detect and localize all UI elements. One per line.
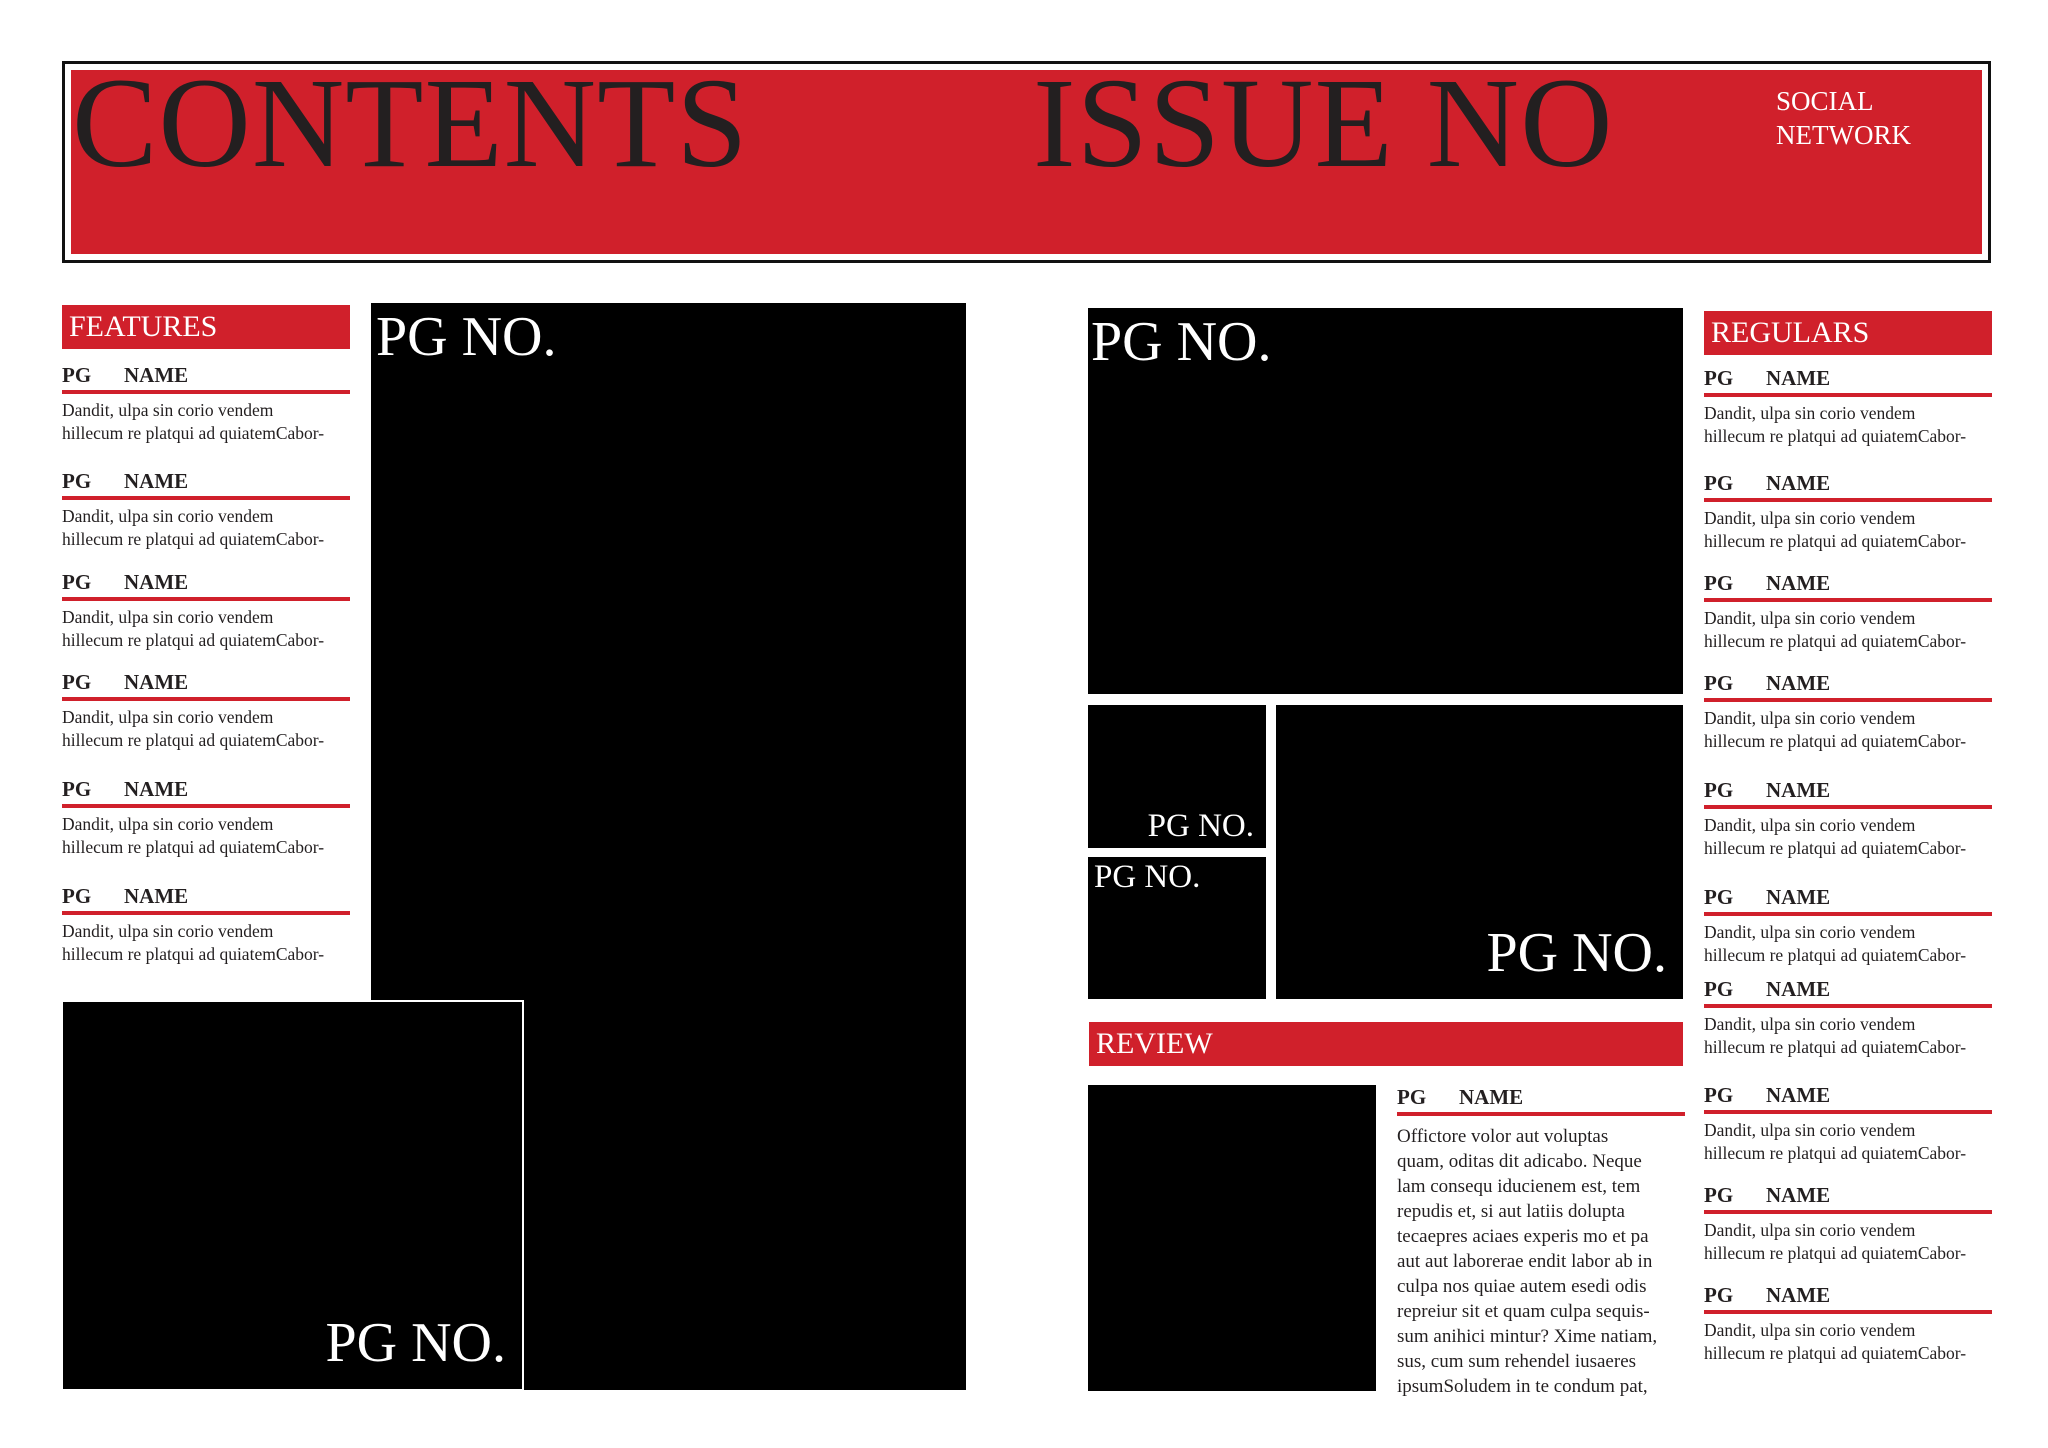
entry-description: Dandit, ulpa sin corio vendem hillecum re platqui ad quiatemCabor- bbox=[62, 814, 325, 857]
entry-name: NAME bbox=[1766, 366, 1831, 390]
entry-page: PG bbox=[62, 670, 92, 694]
entry-description: Dandit, ulpa sin corio vendem hillecum re platqui ad quiatemCabor- bbox=[62, 921, 325, 964]
review-body-text: Offictore volor aut voluptas quam, oditas dit adicabo. Neque lam consequ iducienem est, tem repudis et, si aut latiis dolupta tecaepres aciaes experis mo et pa aut aut laborerae endit labor ab in culpa nos quiae autem esedi odis repreiur sit et quam culpa sequis- sum anihici mintur? Xime natiam, sus, cum sum rehendel iusaeres ipsumSoludem in te condum pat, bbox=[1397, 1126, 1658, 1397]
right-top-page-label: PG NO. bbox=[1091, 311, 1272, 373]
entry-description: Dandit, ulpa sin corio vendem hillecum re platqui ad quiatemCabor- bbox=[1704, 708, 1967, 751]
entry-name: NAME bbox=[1766, 977, 1831, 1001]
entry-description: Dandit, ulpa sin corio vendem hillecum re platqui ad quiatemCabor- bbox=[1704, 403, 1967, 446]
entry-page: PG bbox=[1704, 571, 1734, 595]
entry-description: Dandit, ulpa sin corio vendem hillecum re platqui ad quiatemCabor- bbox=[62, 607, 325, 650]
entry-heading bbox=[1704, 1282, 1992, 1314]
entry-page: PG bbox=[1704, 885, 1734, 909]
review-image bbox=[1088, 1085, 1376, 1391]
entry-heading bbox=[62, 669, 350, 701]
entry-page: PG bbox=[62, 469, 92, 493]
right-small-image-1 bbox=[1088, 705, 1266, 848]
regular-entry bbox=[1704, 976, 1992, 1059]
entry-page: PG bbox=[1704, 471, 1734, 495]
social-network-label: SOCIAL NETWORK bbox=[1776, 86, 1911, 150]
regular-entry bbox=[1704, 570, 1992, 653]
right-small-2-page-label: PG NO. bbox=[1094, 859, 1201, 895]
regulars-header: REGULARS bbox=[1704, 311, 1992, 355]
entry-heading bbox=[62, 883, 350, 915]
entry-description: Dandit, ulpa sin corio vendem hillecum re platqui ad quiatemCabor- bbox=[1704, 922, 1967, 965]
contents-title: CONTENTS bbox=[72, 52, 749, 194]
regular-entry bbox=[1704, 365, 1992, 448]
feature-entry bbox=[62, 776, 350, 859]
entry-page: PG bbox=[1704, 1083, 1734, 1107]
feature-main-page-label: PG NO. bbox=[376, 306, 557, 368]
feature-entry bbox=[62, 669, 350, 752]
entry-page: PG bbox=[1704, 366, 1734, 390]
right-small-image-2 bbox=[1088, 857, 1266, 999]
entry-description: Dandit, ulpa sin corio vendem hillecum re platqui ad quiatemCabor- bbox=[1704, 1120, 1967, 1163]
features-header: FEATURES bbox=[62, 305, 350, 349]
right-mid-page-label: PG NO. bbox=[1486, 922, 1667, 984]
entry-description: Dandit, ulpa sin corio vendem hillecum re platqui ad quiatemCabor- bbox=[1704, 1220, 1967, 1263]
entry-description: Dandit, ulpa sin corio vendem hillecum re platqui ad quiatemCabor- bbox=[1704, 1320, 1967, 1363]
entry-page: PG bbox=[1704, 1183, 1734, 1207]
entry-heading bbox=[1397, 1084, 1685, 1116]
entry-heading bbox=[1704, 884, 1992, 916]
entry-name: NAME bbox=[1766, 885, 1831, 909]
issue-number-title: ISSUE NO bbox=[1033, 52, 1614, 194]
entry-heading bbox=[1704, 976, 1992, 1008]
entry-description: Dandit, ulpa sin corio vendem hillecum re platqui ad quiatemCabor- bbox=[1704, 1014, 1967, 1057]
entry-name: NAME bbox=[1766, 671, 1831, 695]
entry-page: PG bbox=[62, 363, 92, 387]
entry-page: PG bbox=[62, 884, 92, 908]
feature-small-image bbox=[61, 1000, 524, 1391]
entry-name: NAME bbox=[124, 670, 189, 694]
entry-heading bbox=[62, 569, 350, 601]
entry-heading bbox=[62, 776, 350, 808]
entry-description: Dandit, ulpa sin corio vendem hillecum re platqui ad quiatemCabor- bbox=[62, 506, 325, 549]
regular-entry bbox=[1704, 884, 1992, 967]
entry-name: NAME bbox=[124, 570, 189, 594]
regular-entry bbox=[1704, 777, 1992, 860]
entry-name: NAME bbox=[1766, 1183, 1831, 1207]
entry-page: PG bbox=[1397, 1085, 1427, 1109]
right-top-image bbox=[1088, 308, 1683, 694]
entry-heading bbox=[1704, 1182, 1992, 1214]
entry-page: PG bbox=[1704, 778, 1734, 802]
entry-description: Dandit, ulpa sin corio vendem hillecum re platqui ad quiatemCabor- bbox=[1704, 608, 1967, 651]
entry-description: Dandit, ulpa sin corio vendem hillecum re platqui ad quiatemCabor- bbox=[62, 400, 325, 443]
entry-name: NAME bbox=[1766, 1083, 1831, 1107]
feature-entry bbox=[62, 569, 350, 652]
review-header: REVIEW bbox=[1089, 1022, 1683, 1066]
right-small-1-page-label: PG NO. bbox=[1147, 808, 1254, 844]
entry-name: NAME bbox=[1766, 1283, 1831, 1307]
entry-heading bbox=[1704, 670, 1992, 702]
entry-description: Dandit, ulpa sin corio vendem hillecum re platqui ad quiatemCabor- bbox=[62, 707, 325, 750]
entry-name: NAME bbox=[124, 363, 189, 387]
entry-description: Dandit, ulpa sin corio vendem hillecum re platqui ad quiatemCabor- bbox=[1704, 815, 1967, 858]
entry-name: NAME bbox=[1766, 471, 1831, 495]
entry-name: NAME bbox=[1766, 571, 1831, 595]
entry-heading bbox=[1704, 777, 1992, 809]
entry-description: Dandit, ulpa sin corio vendem hillecum re platqui ad quiatemCabor- bbox=[1704, 508, 1967, 551]
entry-name: NAME bbox=[124, 884, 189, 908]
feature-entry bbox=[62, 362, 350, 445]
regular-entry bbox=[1704, 1282, 1992, 1365]
right-mid-image bbox=[1276, 705, 1683, 999]
regular-entry bbox=[1704, 1182, 1992, 1265]
entry-heading bbox=[1704, 470, 1992, 502]
entry-page: PG bbox=[1704, 977, 1734, 1001]
entry-page: PG bbox=[62, 570, 92, 594]
entry-page: PG bbox=[62, 777, 92, 801]
entry-heading bbox=[62, 362, 350, 394]
regular-entry bbox=[1704, 1082, 1992, 1165]
entry-heading bbox=[62, 468, 350, 500]
regular-entry bbox=[1704, 470, 1992, 553]
entry-name: NAME bbox=[1766, 778, 1831, 802]
entry-heading bbox=[1704, 1082, 1992, 1114]
feature-entry bbox=[62, 468, 350, 551]
feature-small-page-label: PG NO. bbox=[325, 1312, 506, 1374]
review-entry bbox=[1397, 1084, 1685, 1399]
entry-name: NAME bbox=[1459, 1085, 1524, 1109]
entry-page: PG bbox=[1704, 671, 1734, 695]
feature-entry bbox=[62, 883, 350, 966]
entry-heading bbox=[1704, 570, 1992, 602]
entry-name: NAME bbox=[124, 777, 189, 801]
entry-page: PG bbox=[1704, 1283, 1734, 1307]
regular-entry bbox=[1704, 670, 1992, 753]
entry-name: NAME bbox=[124, 469, 189, 493]
entry-heading bbox=[1704, 365, 1992, 397]
